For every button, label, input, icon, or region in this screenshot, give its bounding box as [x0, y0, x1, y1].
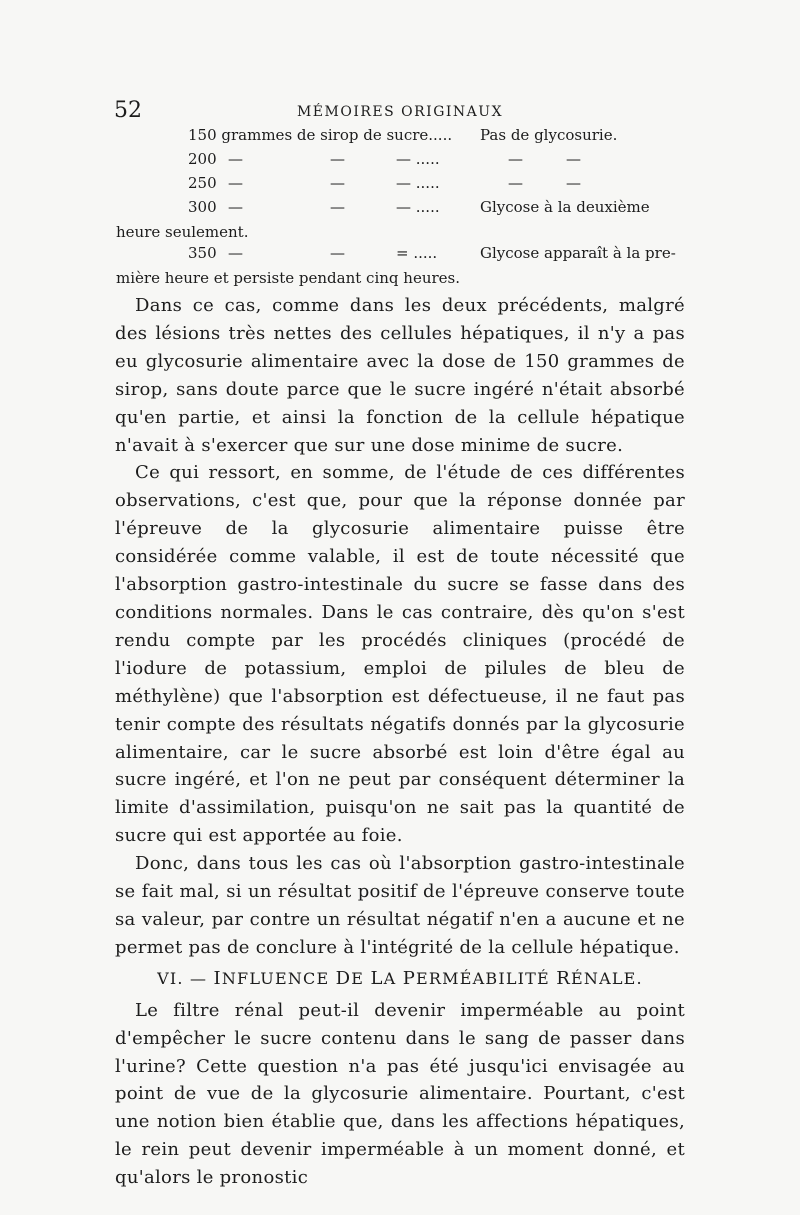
ditto-mark: — [566, 174, 581, 192]
table-row [116, 174, 696, 198]
table-row [116, 198, 696, 222]
ditto-mark: — [228, 244, 243, 262]
running-title: MÉMOIRES ORIGINAUX [296, 104, 504, 120]
result-continuation: heure seulement. [116, 223, 249, 241]
ditto-mark: — ..... [396, 198, 440, 216]
paragraph: Dans ce cas, comme dans les deux précédents, malgré des lésions très nettes des cellules hépatiques, il n'y a pas eu glycosurie alimentaire avec la dose de 150 grammes de sirop, sans doute parce que le sucre ingéré n'était absorbé qu'en partie, et ainsi la fonction de la cellule hépatique n'avait à s'exercer que sur une dose minime de sucre. [115, 295, 685, 456]
ditto-mark: — [228, 174, 243, 192]
page-header [114, 98, 686, 126]
ditto-mark: = ..... [396, 244, 438, 262]
ditto-mark: — [566, 150, 581, 168]
dose-amount: 350 [188, 244, 217, 262]
ditto-mark: — [330, 198, 345, 216]
result-text: Pas de glycosurie. [480, 126, 618, 144]
dose-amount: 150 grammes de sirop de sucre..... [188, 126, 453, 144]
ditto-mark: — [228, 150, 243, 168]
table-row [116, 150, 696, 174]
ditto-mark: — ..... [396, 150, 440, 168]
ditto-mark: — [330, 244, 345, 262]
ditto-mark: — [228, 198, 243, 216]
paragraph: Ce qui ressort, en somme, de l'étude de ces différentes observations, c'est que, pour que la réponse donnée par l'épreuve de la glycosurie alimentaire puisse être considérée comme valable, il est de toute nécessité que l'absorption gastro-intestinale du sucre se fasse dans des conditions normales. Dans le cas contraire, dès qu'on s'est rendu compte par les procédés cliniques (procédé de l'iodure de potassium, emploi de pilules de bleu de méthylène) que l'absorption est défectueuse, il ne faut pas tenir compte des résultats négatifs donnés par la glycosurie alimentaire, car le sucre absorbé est loin d'être égal au sucre ingéré, et l'on ne peut par conséquent déterminer la limite d'assimilation, puisqu'on ne sait pas la quantité de sucre qui est apportée au foie. [115, 462, 685, 847]
dose-amount: 300 [188, 198, 217, 216]
ditto-mark: — [508, 150, 523, 168]
dose-results-table [116, 126, 696, 290]
paragraph: Donc, dans tous les cas où l'absorption gastro-intestinale se fait mal, si un résultat positif de l'épreuve conserve toute sa valeur, par contre un résultat négatif n'en a aucune et ne permet pas de conclure à l'intégrité de la cellule hépatique. [115, 853, 685, 958]
section-heading [115, 966, 685, 992]
section-number: VI. — [157, 968, 208, 988]
dose-amount: 200 [188, 150, 217, 168]
ditto-mark: — [508, 174, 523, 192]
ditto-mark: — [330, 174, 345, 192]
paragraph: Le filtre rénal peut-il devenir imperméable au point d'empêcher le sucre contenu dans le sang de passer dans l'urine? Cette question n'a pas été jusqu'ici envisagée au point de vue de la glycosurie alimentaire. Pourtant, c'est une notion bien établie que, dans les affections hépatiques, le rein peut devenir imperméable à un moment donné, et qu'alors le pronostic [115, 999, 685, 1189]
result-text: Glycose à la deuxième [480, 198, 650, 216]
page-number: 52 [114, 98, 142, 123]
ditto-mark: — [330, 150, 345, 168]
table-row [116, 244, 696, 268]
table-row [116, 126, 696, 150]
section-title: INFLUENCE DE LA PERMÉABILITÉ RÉNALE. [213, 967, 643, 989]
result-text: Glycose apparaît à la pre- [480, 244, 676, 262]
ditto-mark: — ..... [396, 174, 440, 192]
body-text [115, 292, 685, 1192]
result-continuation: mière heure et persiste pendant cinq heures. [116, 269, 460, 287]
dose-amount: 250 [188, 174, 217, 192]
